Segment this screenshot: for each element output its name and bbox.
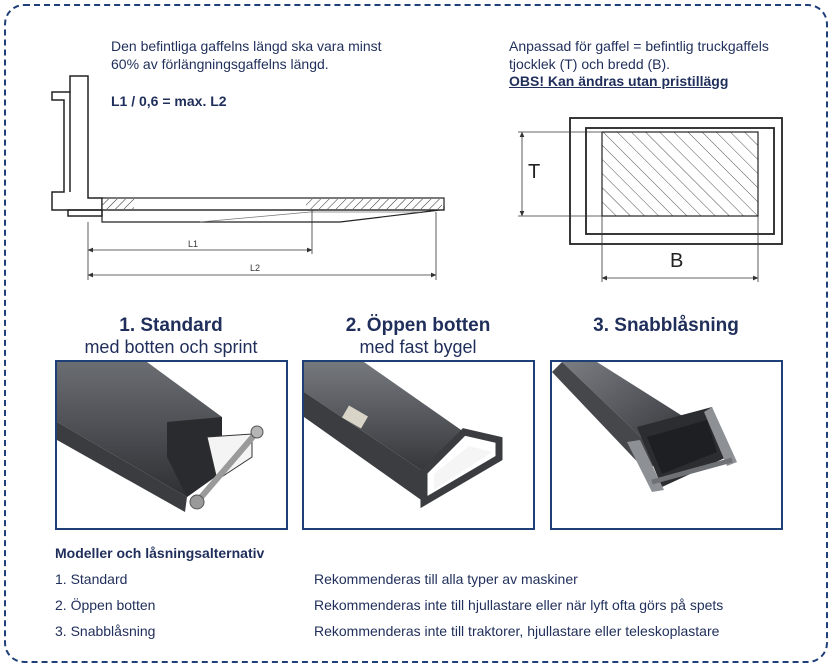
model-title-3: 3. Snabblåsning bbox=[593, 315, 739, 336]
table-row-3-text: Rekommenderas inte till traktorer, hjullastare eller teleskoplastare bbox=[314, 623, 720, 639]
fork-standard-icon bbox=[57, 362, 286, 528]
model-title-1: 1. Standard bbox=[119, 315, 223, 336]
fit-note-line1: Anpassad för gaffel = befintlig truckgaffels bbox=[509, 38, 769, 54]
label-l2: L2 bbox=[250, 263, 261, 273]
table-row-2-text: Rekommenderas inte till hjullastare eller när lyft ofta görs på spets bbox=[314, 597, 724, 613]
fork-shank bbox=[52, 76, 102, 216]
table-row-2-model: 2. Öppen botten bbox=[55, 597, 156, 613]
label-t: T bbox=[528, 161, 541, 183]
table-row-1-model: 1. Standard bbox=[55, 571, 128, 587]
model-heading-3 bbox=[550, 315, 782, 337]
model-subtitle-1: med botten och sprint bbox=[84, 337, 258, 357]
fork-standard-photo bbox=[55, 360, 288, 530]
table-row-1-text: Rekommenderas till alla typer av maskiner bbox=[314, 571, 578, 587]
length-note bbox=[111, 37, 382, 73]
fork-open-bottom-photo bbox=[302, 360, 535, 530]
fit-note bbox=[509, 37, 769, 73]
table-row-3-model: 3. Snabblåsning bbox=[55, 623, 156, 639]
table-title: Modeller och låsningsalternativ bbox=[55, 545, 265, 561]
fork-open-bottom-icon bbox=[304, 362, 533, 528]
fit-note-line2: tjocklek (T) och bredd (B). bbox=[509, 56, 671, 72]
model-subtitle-2: med fast bygel bbox=[359, 337, 477, 357]
existing-fork-blade bbox=[102, 198, 444, 210]
fork-quick-lock-photo bbox=[550, 360, 783, 530]
obs-note: OBS! Kan ändras utan pristillägg bbox=[509, 73, 729, 89]
fork-quick-lock-icon bbox=[552, 362, 781, 528]
length-note-line1: Den befintliga gaffelns längd ska vara minst bbox=[111, 38, 382, 54]
dimension-l1 bbox=[88, 210, 312, 254]
cross-section-diagram bbox=[510, 110, 795, 285]
existing-fork-section bbox=[602, 132, 758, 216]
model-heading-2 bbox=[302, 315, 534, 357]
label-b: B bbox=[670, 250, 684, 272]
model-title-2: 2. Öppen botten bbox=[345, 315, 491, 336]
model-heading-1 bbox=[55, 315, 287, 357]
label-l1: L1 bbox=[188, 239, 199, 249]
fork-length-diagram bbox=[40, 72, 450, 287]
length-note-line2: 60% av förlängningsgaffelns längd. bbox=[111, 56, 329, 72]
length-formula: L1 / 0,6 = max. L2 bbox=[111, 93, 227, 109]
